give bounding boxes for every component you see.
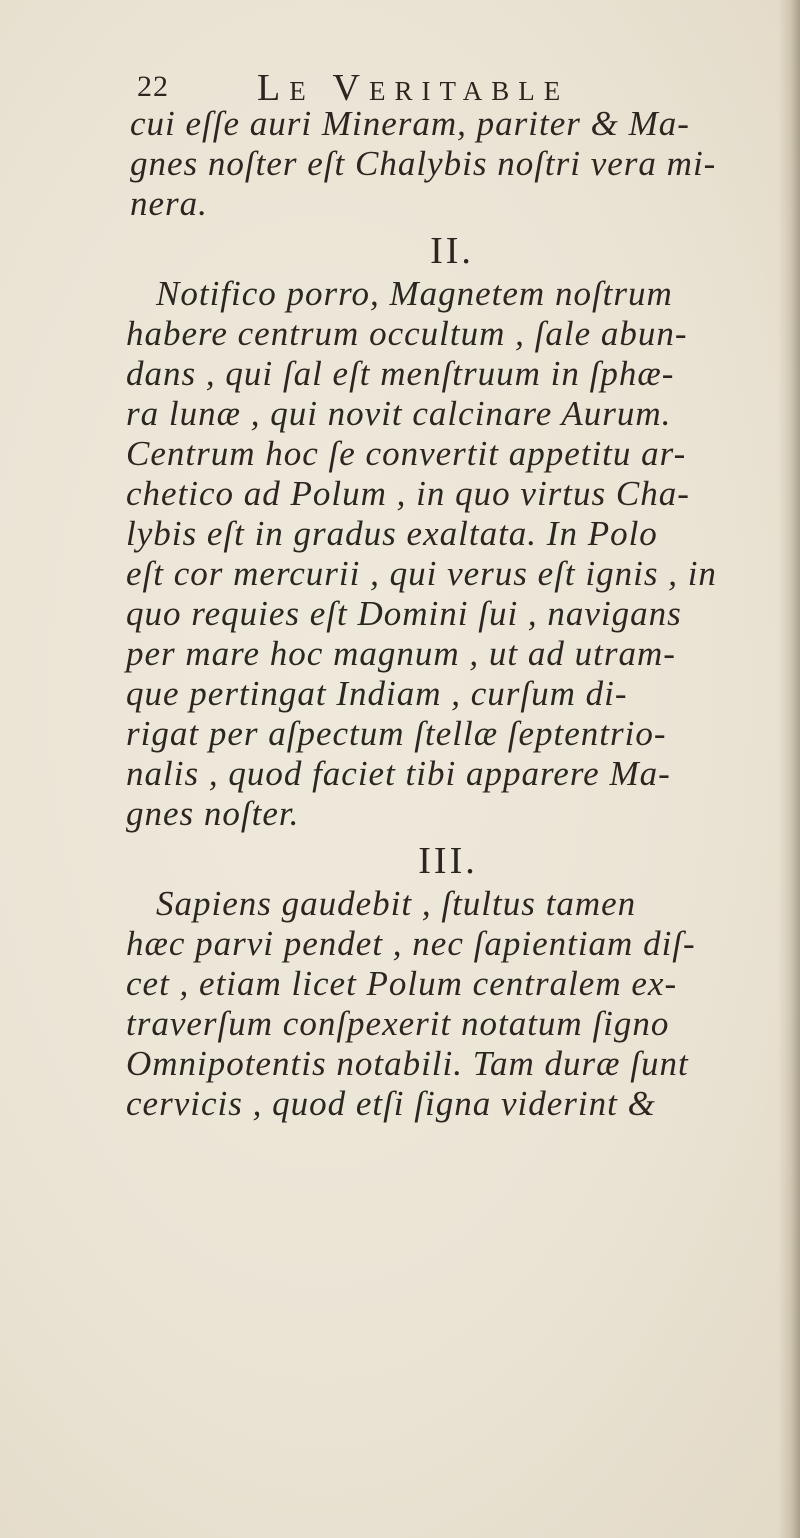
section-heading-2: II.: [430, 230, 474, 272]
text-line: gnes noſter.: [126, 794, 300, 833]
text-line: Centrum hoc ſe convertit appetitu ar-: [126, 434, 687, 473]
section-heading-3: III.: [418, 840, 478, 882]
text-line: nalis , quod faciet tibi apparere Ma-: [126, 754, 671, 793]
text-line: ra lunæ , qui novit calcinare Aurum.: [126, 394, 672, 433]
text-line: gnes noſter eſt Chalybis noſtri vera mi-: [130, 144, 717, 183]
page-edge-shadow: [778, 0, 800, 1538]
text-line: dans , qui ſal eſt menſtruum in ſphæ-: [126, 354, 675, 393]
text-line: Sapiens gaudebit , ſtultus tamen: [156, 884, 637, 923]
text-line: rigat per aſpectum ſtellæ ſeptentrio-: [126, 714, 667, 753]
text-line: cet , etiam licet Polum centralem ex-: [126, 964, 678, 1003]
text-line: Omnipotentis notabili. Tam duræ ſunt: [126, 1044, 689, 1083]
text-line: cui eſſe auri Mineram, pariter & Ma-: [130, 104, 690, 143]
text-line: per mare hoc magnum , ut ad utram-: [126, 634, 676, 673]
running-title: Le Veritable: [257, 67, 570, 109]
text-line: hæc parvi pendet , nec ſapientiam diſ-: [126, 924, 696, 963]
text-line: quo requies eſt Domini ſui , navigans: [126, 594, 682, 633]
text-line: traverſum conſpexerit notatum ſigno: [126, 1004, 670, 1043]
text-line: nera.: [130, 184, 208, 223]
page-number: 22: [137, 70, 169, 103]
text-line: chetico ad Polum , in quo virtus Cha-: [126, 474, 690, 513]
text-line: lybis eſt in gradus exaltata. In Polo: [126, 514, 658, 553]
text-line: habere centrum occultum , ſale abun-: [126, 314, 688, 353]
text-line: Notifico porro, Magnetem noſtrum: [156, 274, 673, 313]
text-line: que pertingat Indiam , curſum di-: [126, 674, 628, 713]
text-line: cervicis , quod etſi ſigna viderint &: [126, 1084, 656, 1123]
main-text: [122, 104, 772, 1124]
text-line: eſt cor mercurii , qui verus eſt ignis , in: [126, 554, 717, 593]
